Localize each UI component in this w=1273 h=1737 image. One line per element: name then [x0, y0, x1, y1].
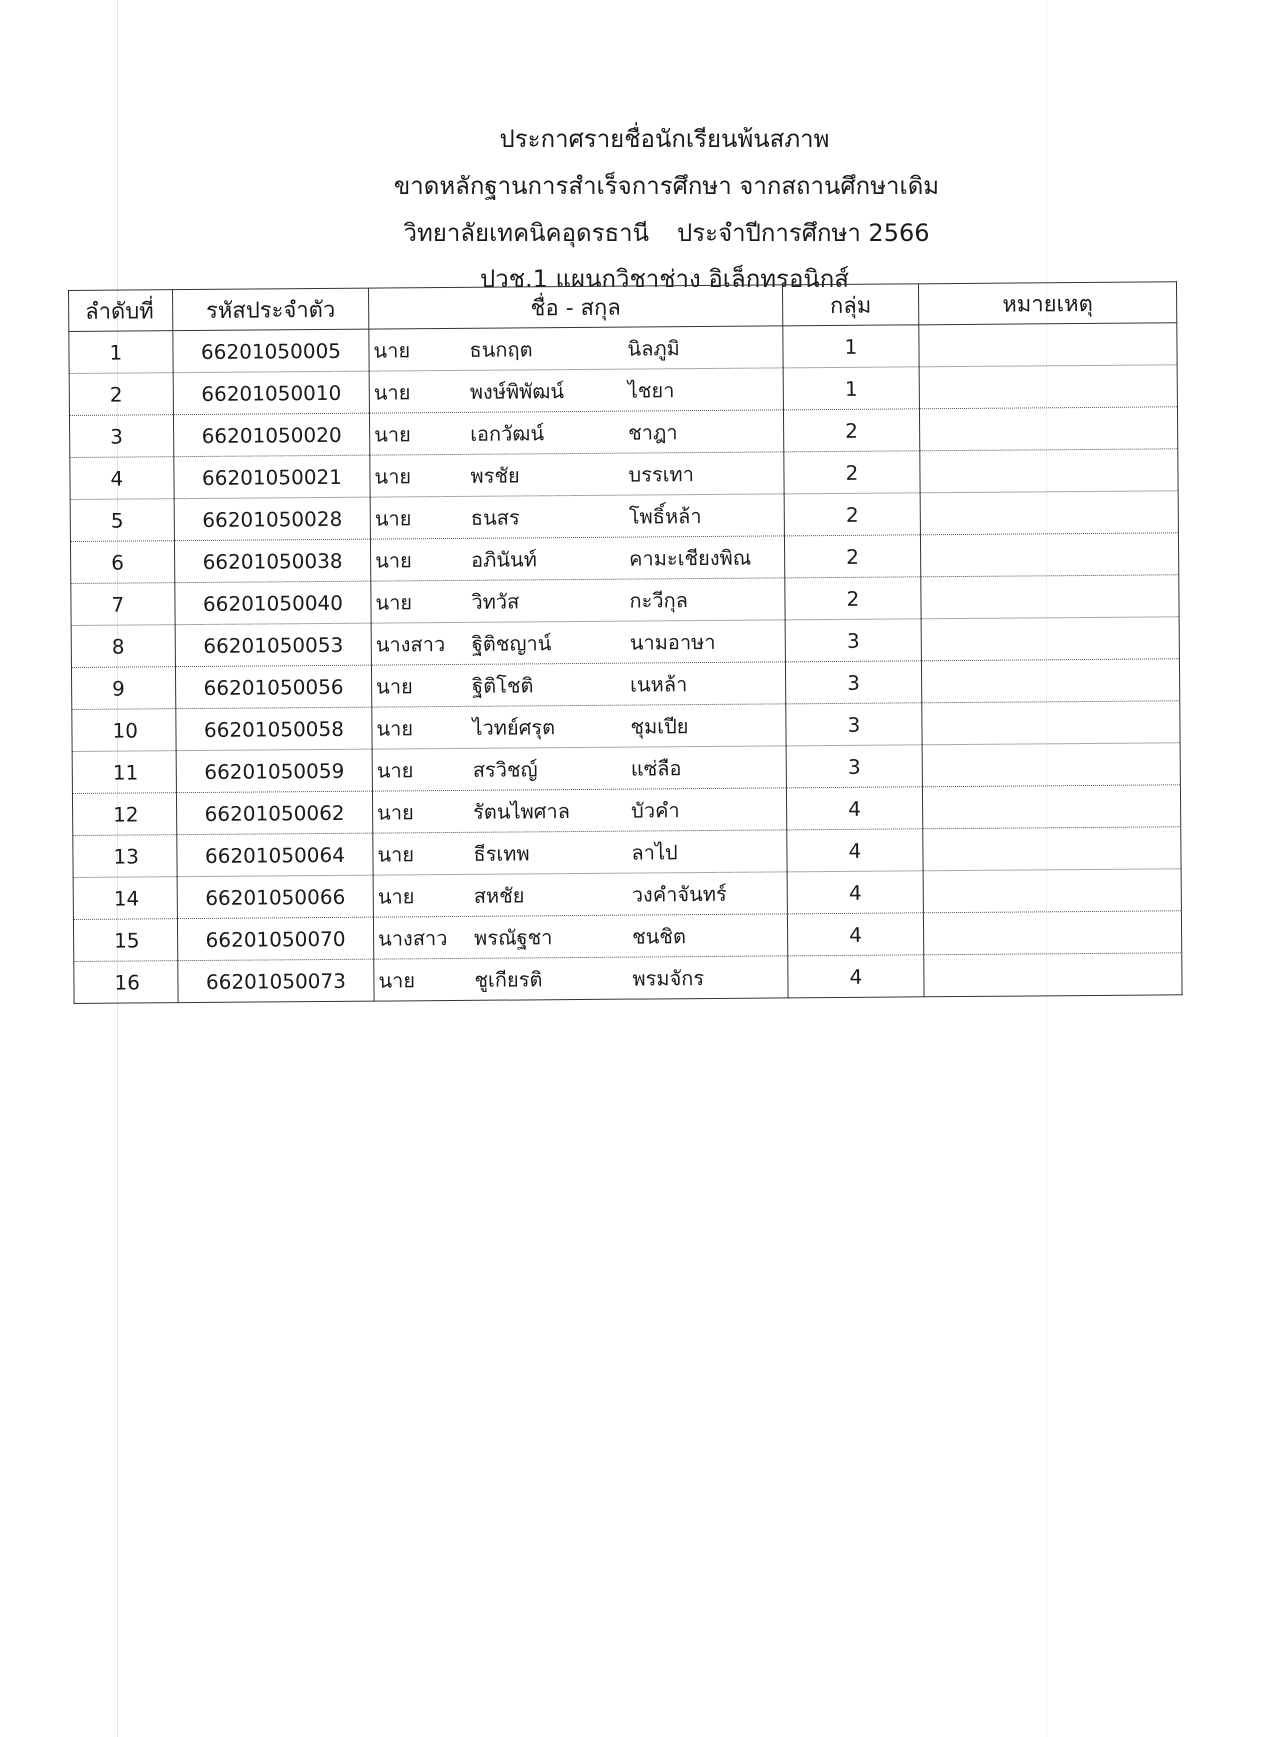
first-name: อภินันท์: [471, 546, 537, 572]
student-id: 66201050010: [173, 371, 369, 415]
remark-cell: [922, 701, 1180, 745]
student-id: 66201050056: [175, 665, 371, 709]
student-id: 66201050040: [175, 581, 371, 625]
first-name: พรชัย: [470, 462, 520, 488]
announcement-subtitle: ขาดหลักฐานการสำเร็จการศึกษา จากสถานศึกษาเดิม: [393, 172, 940, 200]
student-name: [373, 872, 787, 917]
name-prefix: นาย: [377, 799, 414, 825]
row-number: 7: [71, 583, 175, 626]
group-number: 3: [786, 703, 922, 746]
column-header-remark: หมายเหตุ: [918, 282, 1176, 325]
academic-year: ประจำปีการศึกษา 2566: [677, 219, 930, 247]
group-number: 2: [784, 535, 920, 578]
name-prefix: นาย: [376, 757, 414, 783]
last-name: นามอาษา: [629, 629, 716, 655]
last-name: ลาไป: [631, 839, 678, 865]
first-name: รัตนไพศาล: [473, 798, 571, 824]
student-id: 66201050053: [175, 623, 371, 667]
first-name: สรวิชญ์: [472, 756, 538, 782]
name-prefix: นาย: [374, 421, 411, 447]
row-number: 14: [73, 877, 177, 920]
remark-cell: [923, 827, 1181, 871]
student-name: [371, 578, 785, 623]
group-number: 3: [785, 619, 921, 662]
first-name: เอกวัฒน์: [470, 420, 545, 446]
column-header-name: ชื่อ - สกุล: [368, 285, 782, 329]
last-name: วงคำจันทร์: [631, 881, 727, 907]
column-header-id: รหัสประจำตัว: [173, 288, 369, 331]
student-id: 66201050073: [178, 959, 374, 1003]
row-number: 1: [69, 331, 173, 374]
last-name: แซ่ลือ: [630, 755, 682, 781]
name-prefix: นาย: [373, 337, 411, 363]
row-number: 6: [70, 541, 174, 584]
remark-cell: [919, 407, 1177, 451]
first-name: พรณัฐชา: [474, 924, 553, 950]
first-name: ชูเกียรติ: [474, 966, 543, 992]
announcement-title: ประกาศรายชื่อนักเรียนพ้นสภาพ: [499, 125, 830, 153]
student-id: 66201050066: [177, 875, 373, 919]
last-name: เนหล้า: [630, 671, 688, 697]
group-number: 4: [786, 787, 922, 830]
name-prefix: นาย: [374, 463, 412, 489]
remark-cell: [922, 785, 1180, 829]
remark-cell: [920, 449, 1178, 493]
row-number: 9: [71, 667, 175, 710]
row-number: 13: [73, 835, 177, 878]
name-prefix: นาย: [377, 841, 415, 867]
student-name: [374, 956, 788, 1001]
remark-cell: [920, 533, 1178, 577]
column-header-no: ลำดับที่: [69, 290, 173, 332]
student-name: [370, 536, 784, 581]
last-name: พรมจักร: [632, 965, 705, 991]
first-name: สหชัย: [473, 882, 525, 908]
first-name: ธนสร: [470, 504, 520, 530]
remark-cell: [923, 869, 1181, 913]
first-name: ธนกฤต: [469, 336, 533, 362]
student-name: [372, 746, 786, 791]
group-number: 2: [784, 493, 920, 536]
group-number: 2: [784, 451, 920, 494]
student-name: [370, 494, 784, 539]
name-prefix: นาย: [378, 967, 416, 993]
name-prefix: นาย: [373, 379, 411, 405]
student-id: 66201050070: [177, 917, 373, 961]
first-name: ฐิติชญาน์: [471, 630, 552, 656]
college-year-line: [30, 218, 1273, 248]
college-name: วิทยาลัยเทคนิคอุดรธานี: [403, 219, 650, 247]
first-name: วิทวัส: [471, 588, 520, 614]
last-name: คามะเชียงพิณ: [629, 545, 752, 571]
student-id: 66201050059: [176, 749, 372, 793]
group-number: 2: [783, 409, 919, 452]
last-name: ไชยา: [627, 377, 675, 403]
student-id: 66201050038: [174, 539, 370, 583]
first-name: ธีรเทพ: [473, 840, 530, 866]
student-name: [369, 326, 783, 371]
last-name: ชนชิต: [631, 923, 686, 949]
student-name: [371, 662, 785, 707]
group-number: 4: [787, 829, 923, 872]
first-name: ฐิติโชติ: [472, 672, 534, 698]
row-number: 15: [73, 919, 177, 962]
name-prefix: นาย: [374, 505, 412, 531]
name-prefix: นาย: [375, 589, 413, 615]
row-number: 2: [69, 373, 173, 416]
student-name: [369, 410, 783, 455]
group-number: 4: [787, 913, 923, 956]
remark-cell: [919, 365, 1177, 409]
student-name: [369, 368, 783, 413]
column-header-group: กลุ่ม: [782, 284, 918, 326]
student-name: [370, 452, 784, 497]
remark-cell: [923, 911, 1181, 955]
group-number: 4: [788, 955, 924, 998]
department-heading: ปวช.1 แผนกวิชาช่าง อิเล็กทรอนิกส์: [480, 265, 849, 293]
student-name: [372, 704, 786, 749]
group-number: 4: [787, 871, 923, 914]
first-name: พงษ์พิพัฒน์: [469, 378, 565, 404]
group-number: 2: [785, 577, 921, 620]
table-row: [74, 953, 1182, 1004]
last-name: กะวีกุล: [629, 587, 688, 613]
student-name: [371, 620, 785, 665]
student-name: [373, 830, 787, 875]
student-id: 66201050021: [174, 455, 370, 499]
student-id: 66201050028: [174, 497, 370, 541]
group-number: 3: [786, 745, 922, 788]
remark-cell: [921, 617, 1179, 661]
group-number: 3: [785, 661, 921, 704]
student-id: 66201050058: [176, 707, 372, 751]
name-prefix: นาย: [375, 547, 412, 573]
name-prefix: นาย: [376, 715, 414, 741]
last-name: นิลภูมิ: [627, 335, 680, 361]
name-prefix: นาย: [377, 883, 415, 909]
remark-cell: [920, 491, 1178, 535]
row-number: 3: [69, 415, 173, 458]
student-id: 66201050064: [177, 833, 373, 877]
remark-cell: [921, 659, 1179, 703]
row-number: 4: [70, 457, 174, 500]
table-body: [69, 323, 1182, 1004]
remark-cell: [919, 323, 1177, 367]
row-number: 12: [72, 793, 176, 836]
name-prefix: นาย: [376, 673, 413, 699]
group-number: 1: [783, 367, 919, 410]
remark-cell: [924, 953, 1182, 997]
row-number: 16: [74, 961, 178, 1004]
last-name: บัวคำ: [631, 797, 680, 823]
last-name: บรรเทา: [628, 461, 694, 487]
last-name: โพธิ์หล้า: [628, 503, 702, 529]
row-number: 8: [71, 625, 175, 668]
row-number: 11: [72, 751, 176, 794]
student-id: 66201050005: [173, 329, 369, 373]
name-prefix: นางสาว: [378, 925, 448, 951]
student-table: [68, 281, 1183, 1004]
row-number: 10: [72, 709, 176, 752]
row-number: 5: [70, 499, 174, 542]
remark-cell: [921, 575, 1179, 619]
first-name: ไวทย์ศรุต: [472, 714, 556, 740]
student-name: [373, 914, 787, 959]
student-name: [372, 788, 786, 833]
remark-cell: [922, 743, 1180, 787]
name-prefix: นางสาว: [375, 631, 446, 657]
group-number: 1: [783, 325, 919, 368]
student-id: 66201050020: [173, 413, 369, 457]
last-name: ชุมเปีย: [630, 713, 689, 739]
last-name: ชาฎา: [628, 419, 678, 445]
student-id: 66201050062: [176, 791, 372, 835]
